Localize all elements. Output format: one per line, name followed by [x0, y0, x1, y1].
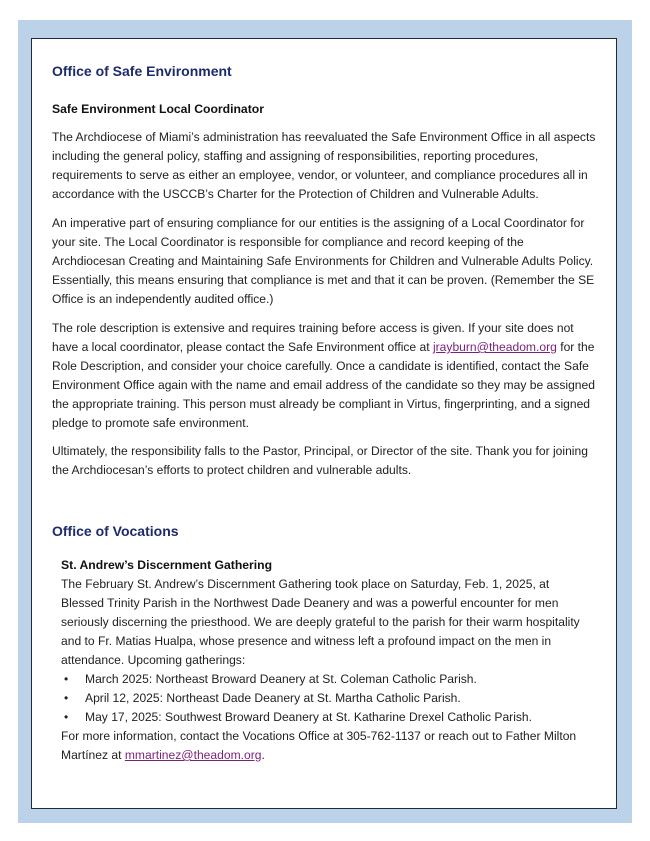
- role-text-before: The role description is extensive and requires training before access is given. If your site does not have a local coordinator, please contact the Safe Environment office at: [52, 321, 574, 354]
- email-link-mmartinez[interactable]: mmartinez@theadom.org: [124, 748, 262, 762]
- paragraph-contact: [61, 727, 589, 765]
- email-link-jrayburn[interactable]: jrayburn@theadom.org: [432, 340, 557, 354]
- contact-text-after: .: [261, 748, 265, 762]
- paragraph-responsibility: Ultimately, the responsibility falls to the Pastor, Principal, or Director of the site. Thank you for joining the Archdiocesan’s efforts to protect children and vulnerable adults.: [52, 444, 588, 477]
- role-text-after: for the Role Description, and consider your choice carefully. Once a candidate is identified, contact the Safe Environment Office again with the name and email address of the candidate so they may be assigned the appropriate training. This person must already be compliant in Virtus, fingerprinting, and a signed pledge to promote safe environment.: [52, 340, 595, 430]
- paragraph-local-coordinator: An imperative part of ensuring compliance for our entities is the assigning of a Local Coordinator for your site. The Local Coordinator is responsible for compliance and record keeping of the Archdiocesan Creating and Maintaining Safe Environments for Children and Vulnerable Adults Policy. Essentially, this means ensuring that compliance is met and that it can be proven. (Remember the SE Office is an independently audited office.): [52, 216, 595, 306]
- subtitle-discernment-gathering: St. Andrew’s Discernment Gathering: [61, 558, 273, 572]
- list-item: • May 17, 2025: Southwest Broward Deanery at St. Katharine Drexel Catholic Parish.: [61, 708, 589, 727]
- list-item: • April 12, 2025: Northeast Dade Deanery at St. Martha Catholic Parish.: [61, 689, 589, 708]
- contact-text-before: For more information, contact the Vocations Office at 305-762-1137 or reach out to Father Milton Martínez at: [61, 729, 577, 762]
- paragraph-reevaluation: The Archdiocese of Miami’s administration has reevaluated the Safe Environment Office in all aspects including the general policy, staffing and assigning of responsibilities, reporting procedures, requirements to serve as either an employee, vendor, or volunteer, and compliance procedures all in accordance with the USCCB’s Charter for the Protection of Children and Vulnerable Adults.: [52, 130, 596, 201]
- paragraph-role-description: [52, 319, 597, 433]
- gatherings-list: [61, 670, 589, 727]
- section-title-safe-environment: Office of Safe Environment: [52, 63, 232, 79]
- vocations-body: [61, 556, 589, 765]
- paragraph-discernment: The February St. Andrew’s Discernment Gathering took place on Saturday, Feb. 1, 2025, at Blessed Trinity Parish in the Northwest Dade Deanery and was a powerful encounter for men seriously discerning the priesthood. We are deeply grateful to the parish for their warm hospitality and to Fr. Matias Hualpa, whose presence and witness left a profound impact on the men in attendance. Upcoming gatherings:: [61, 577, 580, 667]
- subtitle-local-coordinator: Safe Environment Local Coordinator: [52, 102, 264, 116]
- section-title-vocations: Office of Vocations: [52, 523, 179, 539]
- list-item: • March 2025: Northeast Broward Deanery at St. Coleman Catholic Parish.: [61, 670, 589, 689]
